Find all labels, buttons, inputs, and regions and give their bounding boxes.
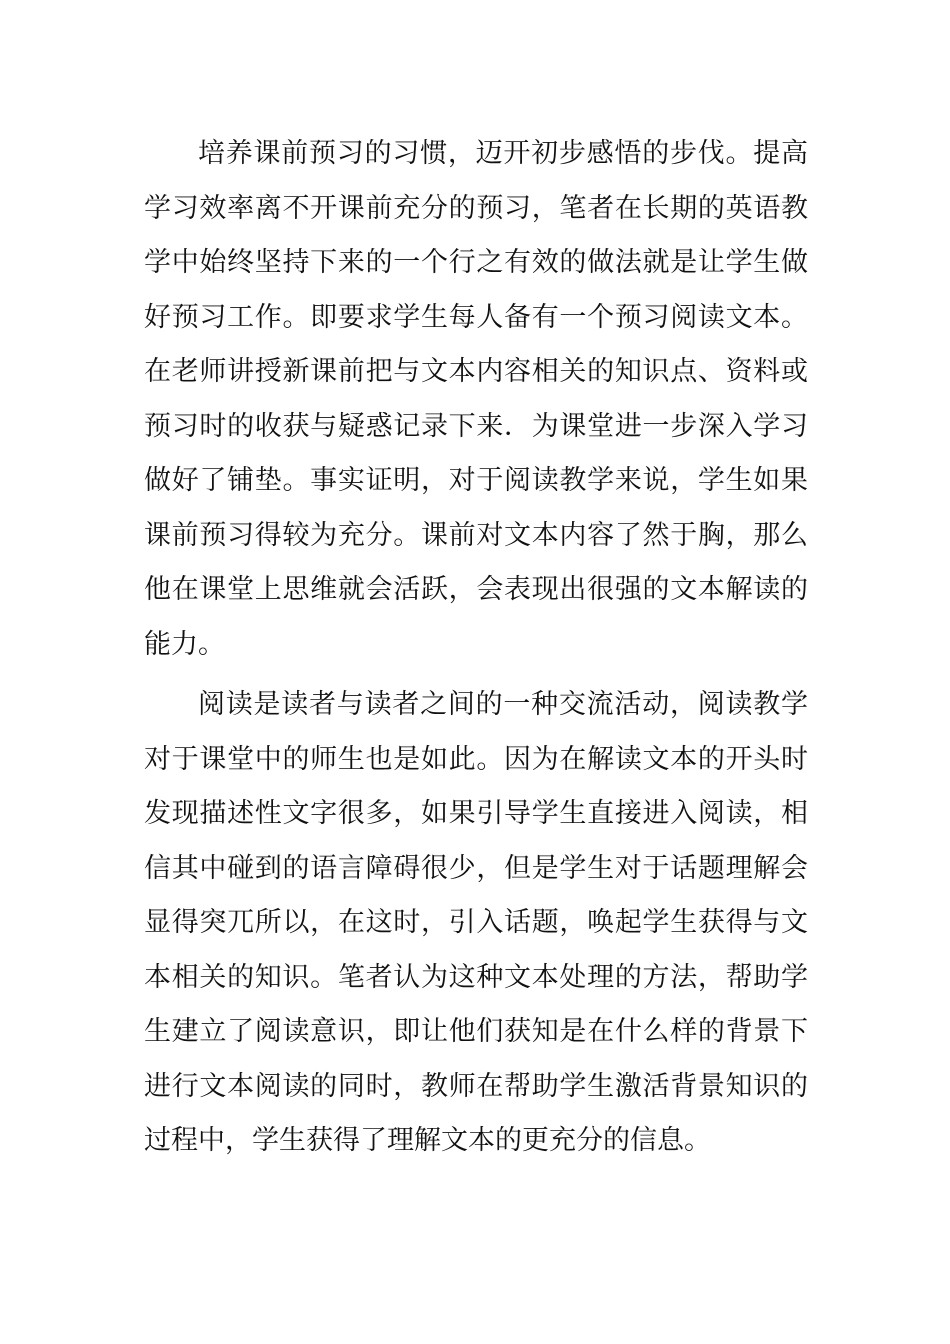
document-body (144, 127, 808, 1169)
paragraph-reading-communication: 阅读是读者与读者之间的一种交流活动，阅读教学对于课堂中的师生也是如此。因为在解读文本的开头时发现描述性文字很多，如果引导学生直接进入阅读，相信其中碰到的语言障碍很少，但是学生对于话题理解会显得突兀所以，在这时，引入话题，唤起学生获得与文本相关的知识。笔者认为这种文本处理的方法，帮助学生建立了阅读意识，即让他们获知是在什么样的背景下进行文本阅读的同时，教师在帮助学生激活背景知识的过程中，学生获得了理解文本的更充分的信息。 (144, 689, 808, 1156)
paragraph-preview-habit: 培养课前预习的习惯，迈开初步感悟的步伐。提高学习效率离不开课前充分的预习，笔者在长期的英语教学中始终坚持下来的一个行之有效的做法就是让学生做好预习工作。即要求学生每人备有一个预习阅读文本。在老师讲授新课前把与文本内容相关的知识点、资料或预习时的收获与疑惑记录下来．为课堂进一步深入学习做好了铺垫。事实证明，对于阅读教学来说，学生如果课前预习得较为充分。课前对文本内容了然于胸，那么他在课堂上思维就会活跃，会表现出很强的文本解读的能力。 (144, 138, 808, 660)
